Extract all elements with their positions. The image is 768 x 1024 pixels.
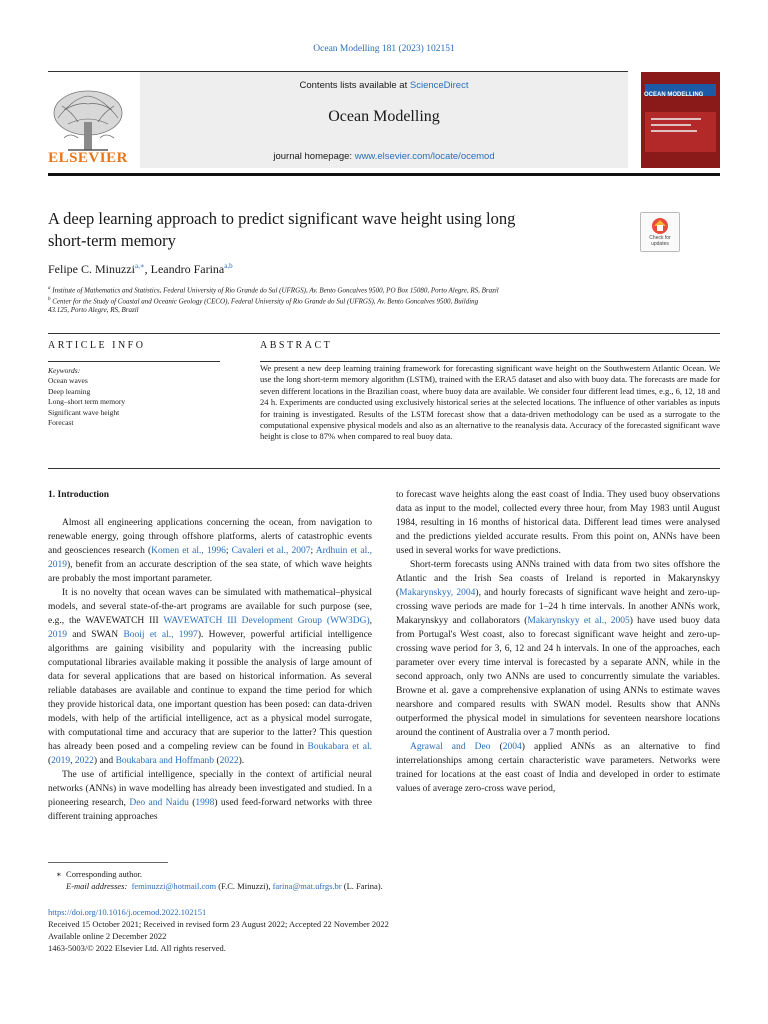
affiliation-text: Center for the Study of Coastal and Oceanic Geology (CECO), Federal University of Rio Grande do Sul (UFRGS), Av. Bento Goncalves 9500, Building xyxy=(52,297,479,306)
citation-link[interactable]: Makarynskyy et al., 2005 xyxy=(527,616,630,626)
text-run: Short-term forecasts using ANNs trained with data from two sites offshore the Atlantic and the Irish Sea coasts of Ireland is reported in Makarynskyy ( xyxy=(396,560,720,598)
citation-link[interactable]: Makarynskyy, 2004 xyxy=(399,588,476,598)
text-run: ( xyxy=(214,756,220,766)
check-for-updates-icon xyxy=(641,215,679,237)
email-owner: (L. Farina). xyxy=(341,881,383,891)
text-run: , xyxy=(369,616,373,626)
paragraph xyxy=(396,558,720,740)
author-affiliation-marker[interactable]: a,∗ xyxy=(135,262,145,270)
text-run: ). However, powerful artificial intelligence algorithms are gaining visibility and popularity with the increasing public computational libraries available making it possible the analysis of large amount of data for several applications that are based on historical information. As several reliable databases are available and continue to expand the time period for which they provide historical data, one important question has been posed: can data-driven models, with help of the artificial intelligence, act as a physical model surrogate, with computational time and accuracy that are superior to the latter? This question has already been posed and a compeling review can be found in xyxy=(48,630,373,752)
journal-cover-thumbnail[interactable] xyxy=(641,72,720,168)
email-owner: (F.C. Minuzzi), xyxy=(216,881,273,891)
email-link[interactable]: farina@mat.ufrgs.br xyxy=(272,881,342,891)
body-right-column xyxy=(396,488,720,796)
text-run: ), benefit from an accurate description of the sea state, of which wave heights are probably the most important parameter. xyxy=(48,560,372,584)
keyword-item: Deep learning xyxy=(48,386,91,396)
section-heading-introduction: 1. Introduction xyxy=(48,490,110,500)
section-bottom-rule xyxy=(48,468,720,469)
text-run: ) have used buoy data from Portugal's West coast, also to forecast significant wave height and zero-up-crossing wave period for 3, 6, 12 and 24 h intervals. In one of the approaches, each parameter over every time interval is forecasted by a separate ANN, while in the second approach, only two ANNs are used to concurrently simulate the variables. Browne et al. gave a comprehensive explanation of using ANNs to estimate waves nearshore and compared results with SWAN model. Results show that ANNs outperformed the physical model in simulations for seventeen nearshore locations around the continent of Australia over a 7 month period. xyxy=(396,616,720,738)
citation-link[interactable]: Cavaleri et al., 2007 xyxy=(231,546,311,556)
footnote-text: Corresponding author. xyxy=(66,869,143,879)
abstract-heading: ABSTRACT xyxy=(260,340,333,351)
citation-link[interactable]: Boukabara and Hoffmanb xyxy=(115,756,215,766)
citation-link[interactable]: 2022 xyxy=(219,756,239,766)
citation-link[interactable]: Boukabara et al. xyxy=(307,742,372,752)
text-run: The use of artificial intelligence, specially in the context of artificial neural networks (ANNs) in wave modelling has already been investigated and studied. In a pioneering research, xyxy=(48,770,372,808)
check-for-updates-label xyxy=(640,235,680,247)
article-info-rule xyxy=(48,361,220,362)
check-for-updates-line-2: updates xyxy=(651,241,669,247)
text-run: , xyxy=(70,756,75,766)
affiliation-a xyxy=(48,284,648,295)
article-title xyxy=(48,208,608,252)
citation-link[interactable]: Ardhuin et al., 2019 xyxy=(48,546,373,570)
sciencedirect-link[interactable]: ScienceDirect xyxy=(409,80,469,91)
citation-link[interactable]: Agrawal and Deo xyxy=(410,742,491,752)
author-affiliation-marker[interactable]: a,b xyxy=(224,262,233,270)
text-run: ). xyxy=(238,756,245,766)
author-separator: , xyxy=(144,262,151,276)
text-run: and SWAN xyxy=(67,630,124,640)
doi-link[interactable]: https://doi.org/10.1016/j.ocemod.2022.102151 xyxy=(48,907,207,917)
section-top-rule xyxy=(48,333,720,334)
text-run: ( xyxy=(188,798,196,808)
author-name[interactable]: Felipe C. Minuzzi xyxy=(48,262,135,276)
text-run: ; xyxy=(225,546,232,556)
text-run: ) applied ANNs as an alternative to find interrelationships among certain characteristic wave parameters. Networks were trained for locations at the east coast of India and developed in order to estimate values of average zero-cross wave period, xyxy=(396,742,720,794)
keyword-item: Forecast xyxy=(48,418,74,427)
abstract-rule xyxy=(260,361,720,362)
citation-link[interactable]: 2019 xyxy=(48,630,67,640)
citation-link[interactable]: Deo and Naidu xyxy=(129,798,189,808)
text-run: ) used feed-forward networks with three different training approaches xyxy=(48,798,373,822)
citation-link[interactable]: Komen et al., 1996 xyxy=(151,546,226,556)
footnote-rule xyxy=(48,862,168,863)
header-bottom-rule xyxy=(48,173,720,176)
paragraph xyxy=(48,586,372,768)
cover-journal-title: OCEAN MODELLING xyxy=(644,92,704,98)
text-run: ; xyxy=(310,546,316,556)
journal-name: Ocean Modelling xyxy=(328,108,440,125)
citation-link[interactable]: WAVEWATCH III Development Group (WW3DG) xyxy=(163,616,370,626)
email-label: E-mail addresses: xyxy=(66,881,128,891)
text-run: ) and xyxy=(93,756,116,766)
text-run: It is no novelty that ocean waves can be simulated with mathematical–physical models, and several state-of-the-art programs are available for such purpose (see, e.g., the WAVEWATCH III xyxy=(48,588,372,626)
footnote-marker: ∗ xyxy=(56,869,62,879)
homepage-link[interactable]: www.elsevier.com/locate/ocemod xyxy=(354,151,495,162)
elsevier-wordmark: ELSEVIER xyxy=(48,150,128,166)
citation-link[interactable]: 2004 xyxy=(502,742,522,752)
paragraph: to forecast wave heights along the east coast of India. They used buoy observations data as input to the model, collected every three hour, from May 1983 until August 1984, resulting in 16 months of historical data. Different lead times were analysed and the predictions yielded accurate results. From this point on, ANNs have been used in several works for wave predictions. xyxy=(396,490,720,556)
text-run: ), and hourly forecasts of significant wave height and zero-up-crossing wave periods are made for 1–24 h time intervals. In another ANNs work, Makarynskyy and collaborators ( xyxy=(396,588,721,626)
affiliation-marker: b xyxy=(48,297,51,302)
email-addresses xyxy=(66,880,383,892)
keywords-label: Keywords: xyxy=(48,366,81,375)
text-run: ( xyxy=(48,756,52,766)
available-online-date: Available online 2 December 2022 xyxy=(48,931,167,941)
article-info-heading: ARTICLE INFO xyxy=(48,340,146,351)
received-dates: Received 15 October 2021; Received in revised form 23 August 2022; Accepted 22 November 2022 xyxy=(48,919,389,929)
body-left-column xyxy=(48,516,372,824)
journal-homepage xyxy=(140,151,628,162)
email-link[interactable]: feminuzzi@hotmail.com xyxy=(131,881,217,891)
affiliation-marker: a xyxy=(48,286,51,291)
paragraph xyxy=(396,740,720,796)
affiliation-b-continued: 43.125, Porto Alegre, RS, Brazil xyxy=(48,306,139,314)
author-list xyxy=(48,262,233,277)
article-title-line-1: A deep learning approach to predict significant wave height using long xyxy=(48,209,516,228)
author-name[interactable]: Leandro Farina xyxy=(150,262,225,276)
text-run: Almost all engineering applications concerning the ocean, from navigation to renewable energy, going through offshore platforms, alerts of catastrophic events and geosciences research ( xyxy=(48,518,372,556)
citation-link[interactable]: 2022 xyxy=(74,756,94,766)
corresponding-author-note xyxy=(56,868,142,880)
copyright-line: 1463-5003/© 2022 Elsevier Ltd. All rights reserved. xyxy=(48,943,226,953)
check-for-updates-line-1: Check for xyxy=(649,235,671,241)
keyword-item: Long–short term memory xyxy=(48,397,126,406)
journal-citation-link[interactable]: Ocean Modelling 181 (2023) 102151 xyxy=(313,44,455,54)
text-run: ( xyxy=(490,742,503,752)
affiliation-text: Institute of Mathematics and Statistics, Federal University of Rio Grande do Sul (UFRGS), Av. Bento Goncalves 9500, PO Box 15080, Porto Alegre, RS, Brazil xyxy=(52,286,499,295)
paragraph xyxy=(48,516,372,586)
homepage-prefix: journal homepage: xyxy=(273,151,355,162)
contents-prefix: Contents lists available at xyxy=(299,80,410,91)
citation-link[interactable]: Booij et al., 1997 xyxy=(123,630,198,640)
abstract-text: We present a new deep learning training framework for forecasting significant wave height on the Southwestern Atlantic Ocean. We use the long short-term memory algorithm (LSTM), trained with the ERA5 dataset and also with buoy data. The forecasts are made for seven different locations in the Brazilian coast, where buoy data are available. We consider four different lead times, e.g., 6, 12, 18 and 24 h. Experiments are conducted using exclusively historical series at the selected locations. The influence of other variables as inputs for training is investigated. Results of the LSTM forecast show that a data-driven methodology can be used as a surrogate to the computational expensive physical models and also as an alternative to the reanalysis data. Accuracy of the forecasted significant wave height is close to 87% when compared to real buoy data. xyxy=(260,363,720,442)
keyword-item: Ocean waves xyxy=(48,376,88,385)
paragraph xyxy=(48,768,372,824)
citation-link[interactable]: 2019 xyxy=(51,756,71,766)
contents-available xyxy=(140,80,628,91)
citation-link[interactable]: 1998 xyxy=(195,798,215,808)
article-title-line-2: short-term memory xyxy=(48,231,176,250)
keyword-item: Significant wave height xyxy=(48,407,120,417)
